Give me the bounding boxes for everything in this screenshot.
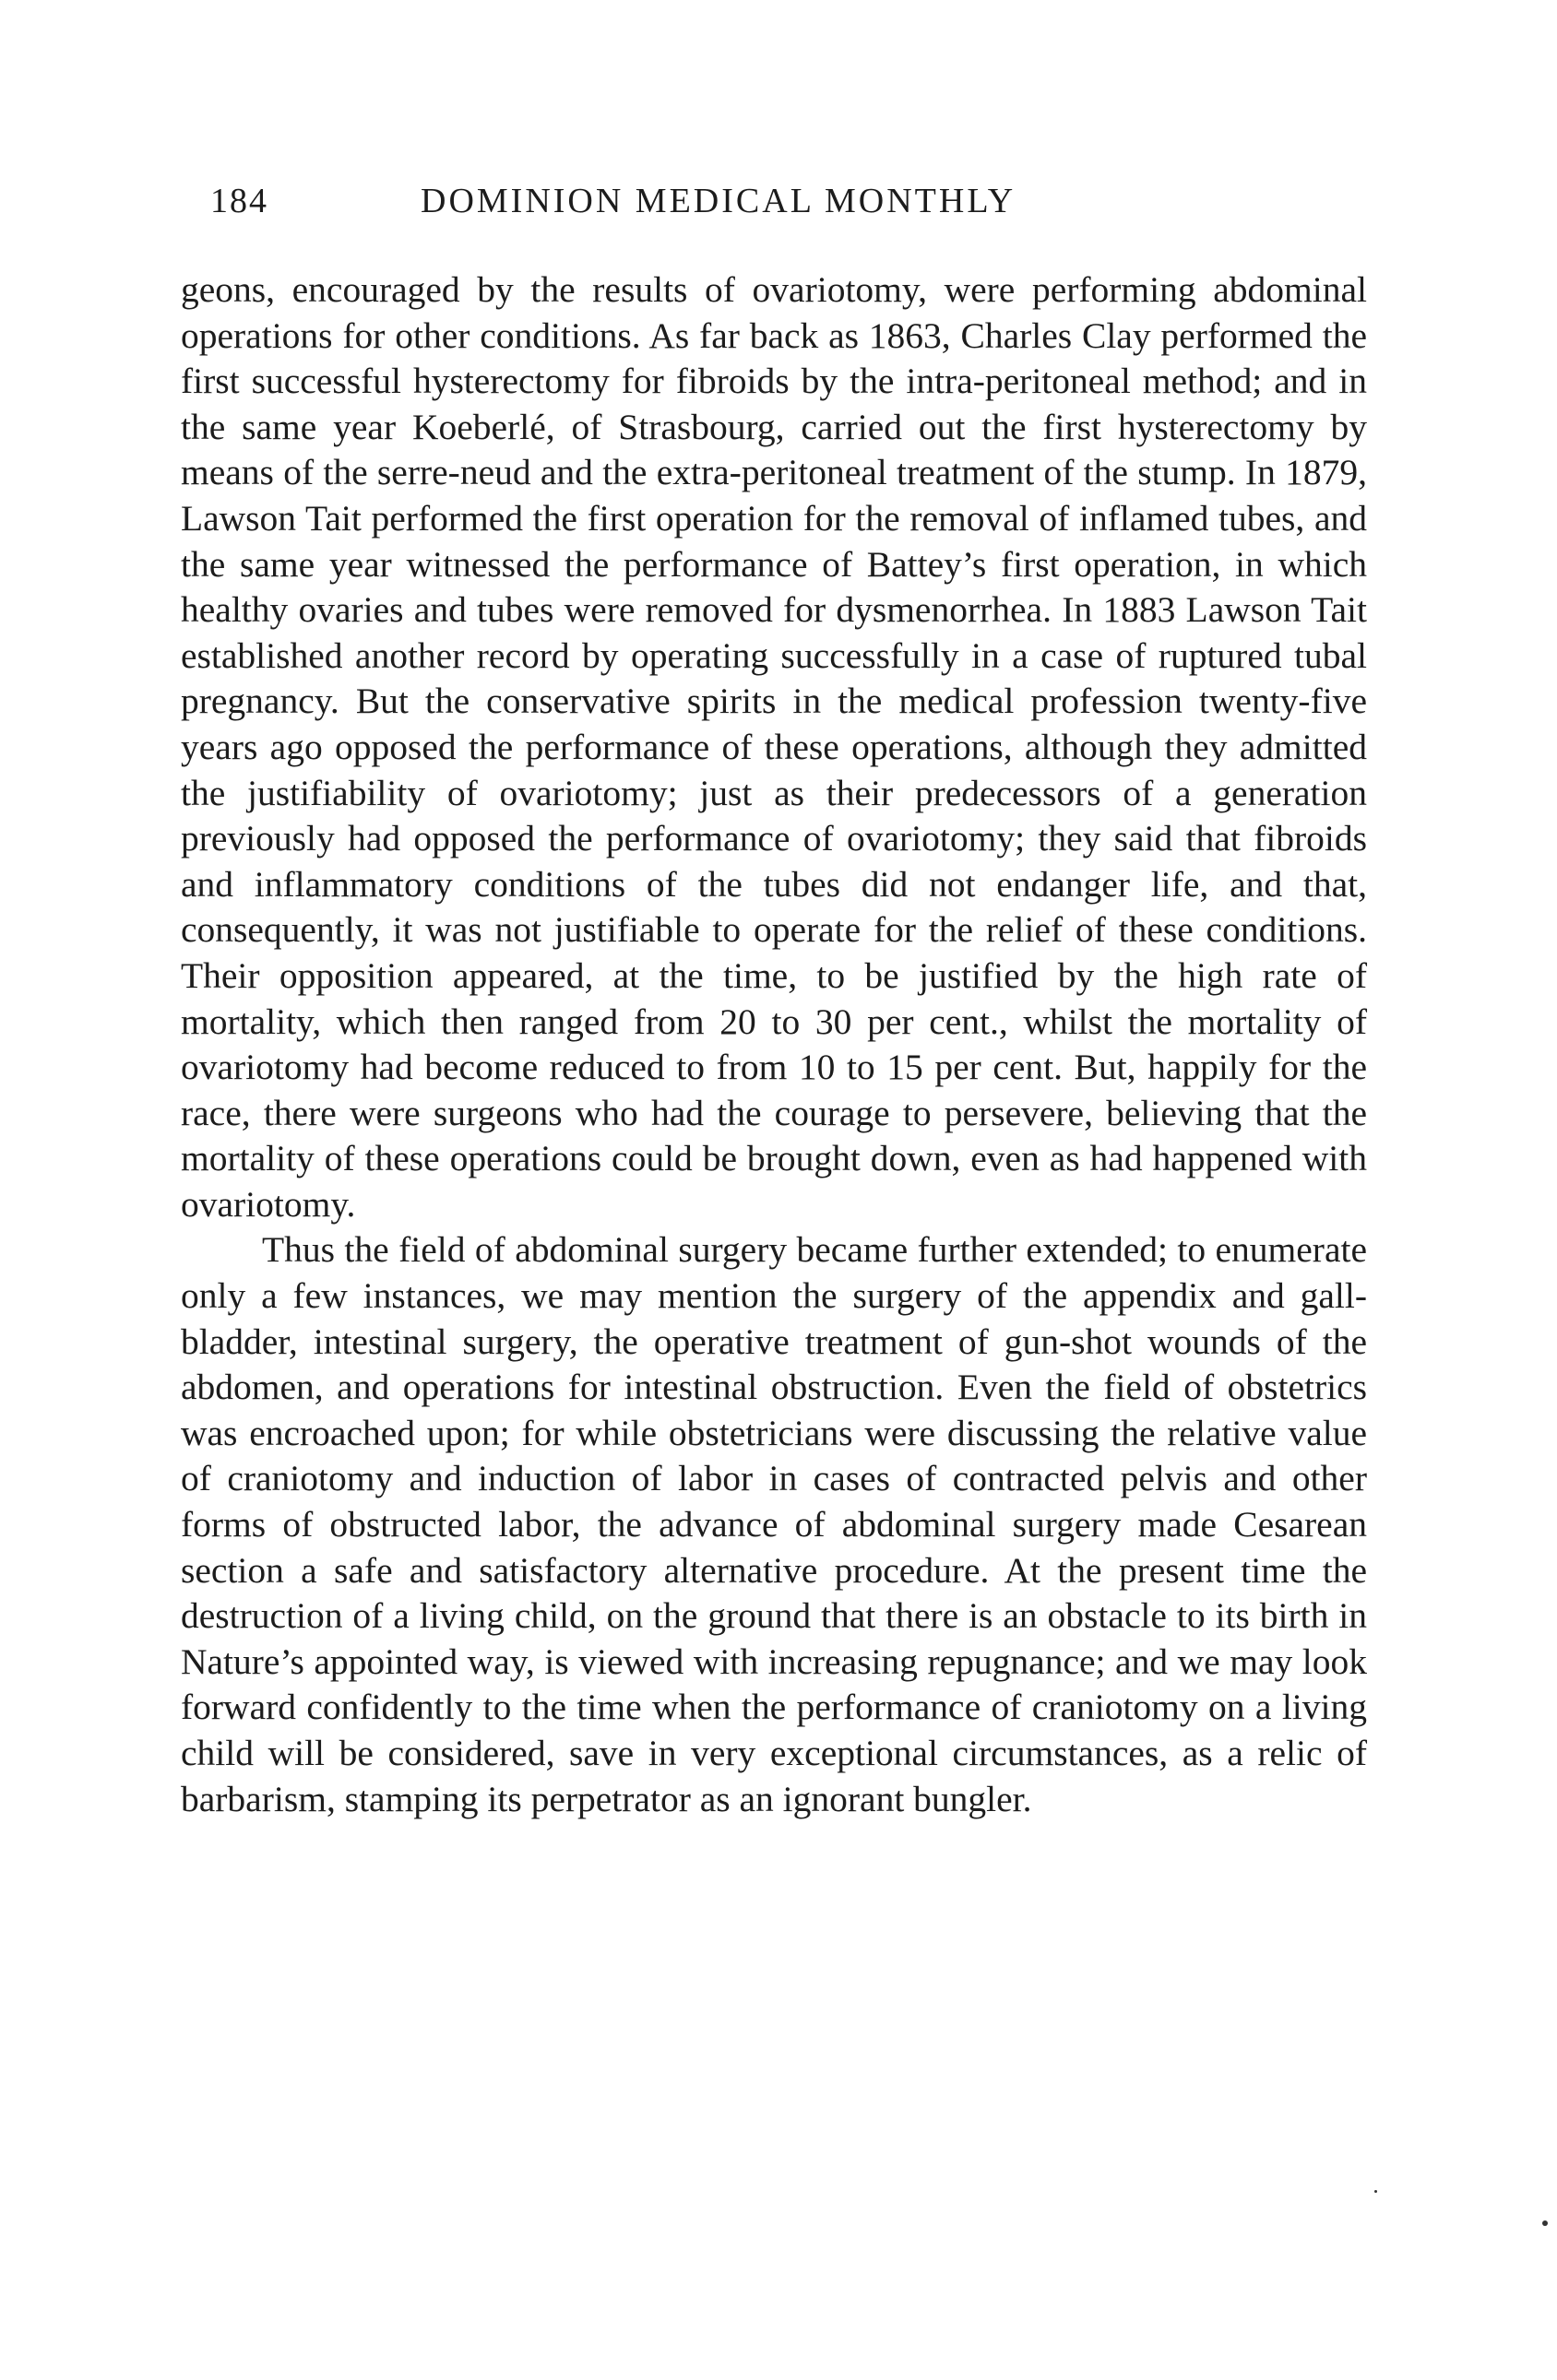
scan-speck	[1374, 2190, 1377, 2193]
page-header	[210, 181, 1133, 236]
scan-speck	[1542, 2220, 1548, 2226]
page-number: 184	[210, 182, 268, 220]
paragraph: Thus the field of abdominal surgery became further extended; to enumerate only a few instances, we may mention the surgery of the appendix and gall-bladder, intestinal surgery, the operative treatment of gun-shot wounds of the abdomen, and operations for intestinal obstruction. Even the field of obstetrics was encroached upon; for while obstetricians were discussing the relative value of craniotomy and induction of labor in cases of contracted pelvis and other forms of obstructed labor, the advance of abdominal surgery made Cesarean section a safe and satisfactory alternative procedure. At the present time the destruction of a living child, on the ground that there is an obstacle to its birth in Nature’s appointed way, is viewed with increasing repugnance; and we may look forward confidently to the time when the performance of craniotomy on a living child will be considered, save in very exceptional circumstances, as a relic of barbarism, stamping its perpetrator as an ignorant bungler.	[181, 1229, 1367, 1819]
running-head: DOMINION MEDICAL MONTHLY	[421, 182, 1016, 220]
paragraph: geons, encouraged by the results of ovariotomy, were performing abdominal operations for other conditions. As far back as 1863, Charles Clay performed the first successful hysterectomy for fibroids by the intra-peritoneal method; and in the same year Koeberlé, of Strasbourg, carried out the first hysterectomy by means of the serre-neud and the extra-peritoneal treatment of the stump. In 1879, Lawson Tait performed the first operation for the removal of inflamed tubes, and the same year witnessed the performance of Battey’s first operation, in which healthy ovaries and tubes were removed for dysmenorrhea. In 1883 Lawson Tait established another record by operating successfully in a case of ruptured tubal pregnancy. But the conservative spirits in the medical profession twenty-five years ago opposed the performance of these operations, although they admitted the justifiability of ovariotomy; just as their predecessors of a generation previously had opposed the performance of ovariotomy; they said that fibroids and inflammatory conditions of the tubes did not endanger life, and that, consequently, it was not justifiable to operate for the relief of these conditions. Their opposition appeared, at the time, to be justified by the high rate of mortality, which then ranged from 20 to 30 per cent., whilst the mortality of ovariotomy had become reduced to from 10 to 15 per cent. But, happily for the race, there were surgeons who had the courage to persevere, believing that the mortality of these operations could be brought down, even as had happened with ovariotomy.	[181, 269, 1367, 1225]
body-text	[181, 267, 1367, 1822]
